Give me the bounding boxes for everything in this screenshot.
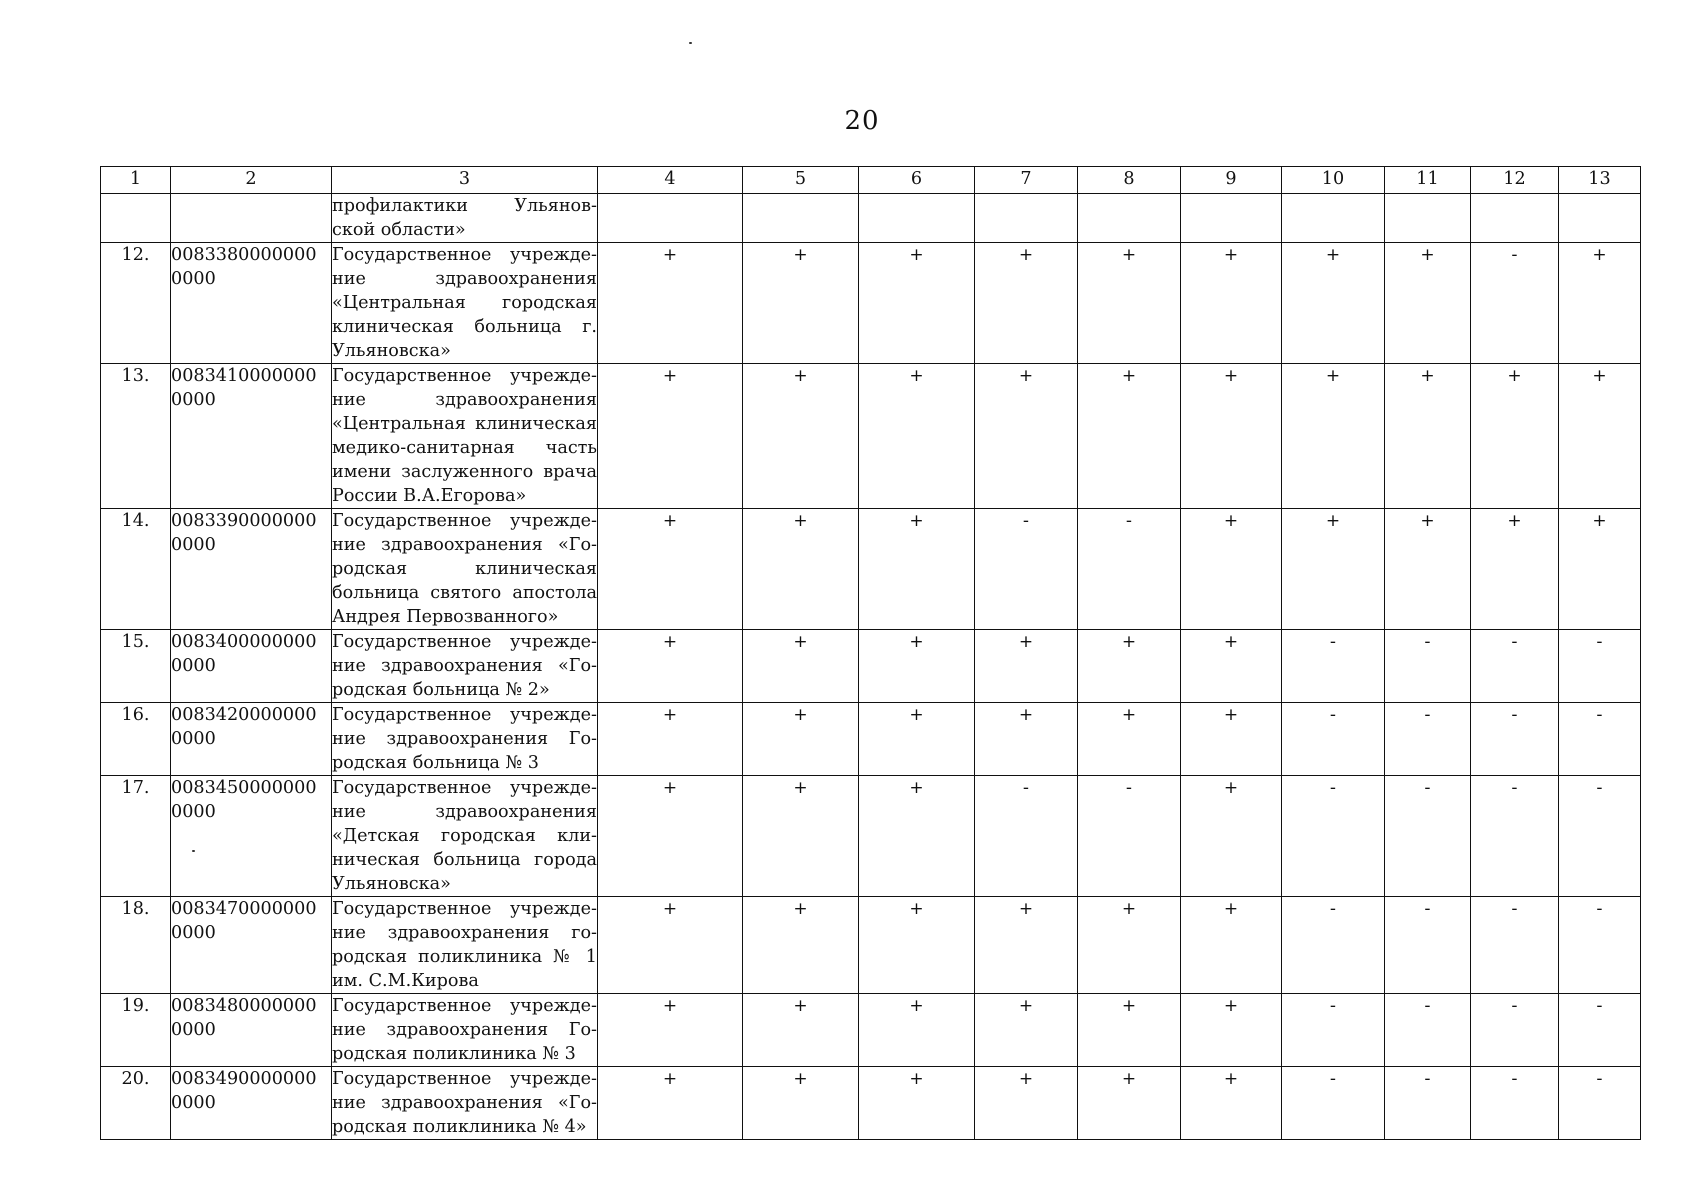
institution-name-line: Государственное учрежде- xyxy=(332,632,597,652)
institution-name-line: ние здравоохранения «Го- xyxy=(332,656,597,676)
institution-name-line: родская поликлиника № 3 xyxy=(332,1044,576,1064)
mark-cell: + xyxy=(598,776,743,897)
mark-cell: + xyxy=(598,364,743,509)
mark-cell: + xyxy=(859,897,975,994)
institution-name-line: родская поликлиника № 1 xyxy=(332,947,597,967)
mark-cell: + xyxy=(1078,364,1181,509)
row-number xyxy=(101,194,171,243)
institution-name-line: ние здравоохранения «Го- xyxy=(332,1093,597,1113)
institution-name-line: ской области» xyxy=(332,220,466,240)
column-header: 11 xyxy=(1385,167,1471,194)
registry-code-line: 0000 xyxy=(171,1020,216,1040)
registry-code-line: 0083490000000 xyxy=(171,1069,317,1089)
mark-cell: - xyxy=(1471,897,1559,994)
mark-cell: + xyxy=(859,364,975,509)
registry-code-line: 0083450000000 xyxy=(171,778,317,798)
mark-cell: + xyxy=(975,1067,1078,1140)
row-number: 13. xyxy=(101,364,171,509)
mark-cell: - xyxy=(1471,630,1559,703)
registry-code-line: 0000 xyxy=(171,656,216,676)
mark-cell: + xyxy=(975,897,1078,994)
mark-cell: + xyxy=(1181,897,1282,994)
mark-cell: + xyxy=(743,1067,859,1140)
column-header: 7 xyxy=(975,167,1078,194)
mark-cell: + xyxy=(1181,703,1282,776)
mark-cell: - xyxy=(1471,703,1559,776)
mark-cell: + xyxy=(743,243,859,364)
mark-cell: - xyxy=(1282,994,1385,1067)
mark-cell xyxy=(598,194,743,243)
registry-code-line: 0083470000000 xyxy=(171,899,317,919)
mark-cell: - xyxy=(1385,1067,1471,1140)
row-number: 16. xyxy=(101,703,171,776)
row-number: 12. xyxy=(101,243,171,364)
mark-cell: - xyxy=(975,509,1078,630)
registry-code-line: 0083420000000 xyxy=(171,705,317,725)
institution-name-line: ническая больница города xyxy=(332,850,597,870)
mark-cell: + xyxy=(1385,243,1471,364)
registry-code-line: 0000 xyxy=(171,1093,216,1113)
institution-name-line: ние здравоохранения xyxy=(332,802,597,822)
institution-name-line: ние здравоохранения Го- xyxy=(332,1020,597,1040)
institution-name-line: родская больница № 2» xyxy=(332,680,550,700)
registry-code-line: 0083410000000 xyxy=(171,366,317,386)
table-row xyxy=(101,776,1641,897)
column-header: 12 xyxy=(1471,167,1559,194)
mark-cell: + xyxy=(743,703,859,776)
institution-name xyxy=(332,243,598,364)
mark-cell: + xyxy=(743,994,859,1067)
mark-cell: + xyxy=(1078,994,1181,1067)
institution-name-line: Государственное учрежде- xyxy=(332,996,597,1016)
mark-cell xyxy=(1471,194,1559,243)
institution-name-line: «Центральная клиническая xyxy=(332,414,597,434)
table-body xyxy=(101,194,1641,1140)
institution-name-line: клиническая больница xyxy=(332,317,562,337)
mark-cell: + xyxy=(1385,364,1471,509)
column-header: 4 xyxy=(598,167,743,194)
mark-cell: + xyxy=(975,243,1078,364)
mark-cell: + xyxy=(1181,994,1282,1067)
mark-cell xyxy=(1385,194,1471,243)
table-row xyxy=(101,243,1641,364)
column-header: 8 xyxy=(1078,167,1181,194)
mark-cell: + xyxy=(1078,630,1181,703)
institution-name-line: «Центральная городская xyxy=(332,293,597,313)
scan-speck xyxy=(689,42,692,44)
mark-cell: + xyxy=(859,703,975,776)
mark-cell: + xyxy=(1078,243,1181,364)
mark-cell: + xyxy=(975,703,1078,776)
institution-name-line: Государственное учрежде- xyxy=(332,366,597,386)
mark-cell: + xyxy=(975,630,1078,703)
institution-name-line: ние здравоохранения «Го- xyxy=(332,535,597,555)
mark-cell: + xyxy=(1471,509,1559,630)
column-header: 10 xyxy=(1282,167,1385,194)
mark-cell: + xyxy=(1282,364,1385,509)
institution-name-line: Андрея Первозванного» xyxy=(332,607,559,627)
mark-cell: + xyxy=(859,1067,975,1140)
registry-code xyxy=(171,364,332,509)
table-row xyxy=(101,194,1641,243)
row-number: 17. xyxy=(101,776,171,897)
institution-name xyxy=(332,630,598,703)
registry-table xyxy=(100,166,1641,1140)
mark-cell: - xyxy=(1282,897,1385,994)
registry-code xyxy=(171,703,332,776)
mark-cell: - xyxy=(1078,509,1181,630)
mark-cell: + xyxy=(1181,509,1282,630)
registry-code-line: 0000 xyxy=(171,535,216,555)
mark-cell: + xyxy=(598,1067,743,1140)
mark-cell: + xyxy=(1078,1067,1181,1140)
mark-cell: + xyxy=(1181,630,1282,703)
institution-name xyxy=(332,194,598,243)
registry-code-line: 0000 xyxy=(171,923,216,943)
mark-cell: - xyxy=(1282,630,1385,703)
registry-code-line: 0083400000000 xyxy=(171,632,317,652)
registry-code xyxy=(171,630,332,703)
institution-name-line: Ульяновска» xyxy=(332,874,451,894)
registry-code xyxy=(171,509,332,630)
column-header: 1 xyxy=(101,167,171,194)
institution-name-line: России В.А.Егорова» xyxy=(332,486,527,506)
institution-name-line: Государственное учрежде- xyxy=(332,1069,597,1089)
mark-cell: + xyxy=(1078,897,1181,994)
mark-cell: - xyxy=(1559,703,1641,776)
institution-name xyxy=(332,703,598,776)
mark-cell: + xyxy=(975,364,1078,509)
mark-cell: + xyxy=(743,509,859,630)
registry-code xyxy=(171,1067,332,1140)
mark-cell xyxy=(859,194,975,243)
mark-cell: + xyxy=(1559,364,1641,509)
mark-cell: + xyxy=(743,776,859,897)
mark-cell xyxy=(1559,194,1641,243)
registry-code-line: 0000 xyxy=(171,269,216,289)
mark-cell: - xyxy=(1385,994,1471,1067)
mark-cell: - xyxy=(1471,994,1559,1067)
mark-cell: + xyxy=(859,776,975,897)
column-number-row xyxy=(101,167,1641,194)
mark-cell: - xyxy=(1559,994,1641,1067)
institution-name-line: им. С.М.Кирова xyxy=(332,971,479,991)
mark-cell: + xyxy=(598,897,743,994)
column-header: 6 xyxy=(859,167,975,194)
table-header xyxy=(101,167,1641,194)
mark-cell: - xyxy=(1385,776,1471,897)
mark-cell: + xyxy=(598,630,743,703)
mark-cell: + xyxy=(859,243,975,364)
column-header: 5 xyxy=(743,167,859,194)
mark-cell: - xyxy=(1282,776,1385,897)
mark-cell xyxy=(1078,194,1181,243)
column-header: 13 xyxy=(1559,167,1641,194)
institution-name-line: Государственное учрежде- xyxy=(332,511,597,531)
row-number: 14. xyxy=(101,509,171,630)
mark-cell: - xyxy=(1471,243,1559,364)
table-row xyxy=(101,897,1641,994)
institution-name xyxy=(332,994,598,1067)
mark-cell: + xyxy=(1282,509,1385,630)
mark-cell: - xyxy=(1078,776,1181,897)
registry-code-line: 0000 xyxy=(171,390,216,410)
mark-cell: + xyxy=(598,509,743,630)
registry-code xyxy=(171,243,332,364)
institution-name-line: родская клиническая xyxy=(332,559,597,579)
mark-cell xyxy=(975,194,1078,243)
mark-cell: + xyxy=(859,994,975,1067)
mark-cell: - xyxy=(1282,703,1385,776)
mark-cell: - xyxy=(1471,776,1559,897)
mark-cell: + xyxy=(1078,703,1181,776)
institution-name-line: ние здравоохранения xyxy=(332,390,597,410)
mark-cell: - xyxy=(1559,630,1641,703)
column-header: 3 xyxy=(332,167,598,194)
table-row xyxy=(101,994,1641,1067)
column-header: 2 xyxy=(171,167,332,194)
institution-name-line: профилактики Ульянов- xyxy=(332,196,597,216)
mark-cell: + xyxy=(598,243,743,364)
mark-cell: - xyxy=(1559,897,1641,994)
registry-code-line: 0083390000000 xyxy=(171,511,317,531)
registry-code-line: 0000 xyxy=(171,729,216,749)
institution-name-line: «Детская городская кли- xyxy=(332,826,597,846)
institution-name-line: Государственное учрежде- xyxy=(332,899,597,919)
table-row xyxy=(101,509,1641,630)
institution-name-line: медико-санитарная часть xyxy=(332,438,597,458)
institution-name xyxy=(332,509,598,630)
mark-cell: - xyxy=(1559,776,1641,897)
institution-name-line: родская поликлиника № 4» xyxy=(332,1117,587,1137)
registry-code xyxy=(171,194,332,243)
institution-name-line: ние здравоохранения Го- xyxy=(332,729,597,749)
mark-cell: + xyxy=(859,509,975,630)
mark-cell: - xyxy=(1282,1067,1385,1140)
institution-name-line: г. Ульяновска» xyxy=(332,317,597,361)
table-row xyxy=(101,630,1641,703)
registry-code-line: 0083480000000 xyxy=(171,996,317,1016)
institution-name xyxy=(332,364,598,509)
institution-name-line: ние здравоохранения xyxy=(332,269,597,289)
mark-cell xyxy=(1181,194,1282,243)
mark-cell: + xyxy=(1181,243,1282,364)
mark-cell: + xyxy=(1181,776,1282,897)
row-number: 20. xyxy=(101,1067,171,1140)
mark-cell: + xyxy=(598,994,743,1067)
mark-cell: - xyxy=(1385,703,1471,776)
registry-code xyxy=(171,776,332,897)
mark-cell: - xyxy=(975,776,1078,897)
institution-name-line: Государственное учрежде- xyxy=(332,705,597,725)
institution-name-line: имени заслуженного врача xyxy=(332,462,597,482)
mark-cell: + xyxy=(1181,364,1282,509)
institution-name-line: ние здравоохранения го- xyxy=(332,923,597,943)
mark-cell: + xyxy=(743,897,859,994)
column-header: 9 xyxy=(1181,167,1282,194)
institution-name-line: Государственное учрежде- xyxy=(332,778,597,798)
mark-cell: + xyxy=(1181,1067,1282,1140)
institution-name xyxy=(332,1067,598,1140)
table-row xyxy=(101,703,1641,776)
row-number: 15. xyxy=(101,630,171,703)
institution-name-line: больница святого апостола xyxy=(332,583,597,603)
mark-cell xyxy=(1282,194,1385,243)
mark-cell: + xyxy=(859,630,975,703)
mark-cell: + xyxy=(1282,243,1385,364)
registry-code xyxy=(171,994,332,1067)
table-row xyxy=(101,364,1641,509)
institution-name xyxy=(332,776,598,897)
mark-cell: + xyxy=(598,703,743,776)
mark-cell: + xyxy=(1559,243,1641,364)
table-row xyxy=(101,1067,1641,1140)
mark-cell: + xyxy=(1385,509,1471,630)
institution-name-line: родская больница № 3 xyxy=(332,753,539,773)
registry-code-line: 0000 xyxy=(171,802,216,822)
mark-cell: - xyxy=(1385,630,1471,703)
mark-cell: + xyxy=(743,630,859,703)
mark-cell: + xyxy=(975,994,1078,1067)
institution-name xyxy=(332,897,598,994)
mark-cell: - xyxy=(1385,897,1471,994)
row-number: 18. xyxy=(101,897,171,994)
mark-cell xyxy=(743,194,859,243)
registry-code xyxy=(171,897,332,994)
registry-code-line: 0083380000000 xyxy=(171,245,317,265)
page-number: 20 xyxy=(844,106,880,136)
row-number: 19. xyxy=(101,994,171,1067)
mark-cell: - xyxy=(1559,1067,1641,1140)
institution-name-line: Государственное учрежде- xyxy=(332,245,597,265)
mark-cell: - xyxy=(1471,1067,1559,1140)
mark-cell: + xyxy=(1559,509,1641,630)
mark-cell: + xyxy=(743,364,859,509)
mark-cell: + xyxy=(1471,364,1559,509)
